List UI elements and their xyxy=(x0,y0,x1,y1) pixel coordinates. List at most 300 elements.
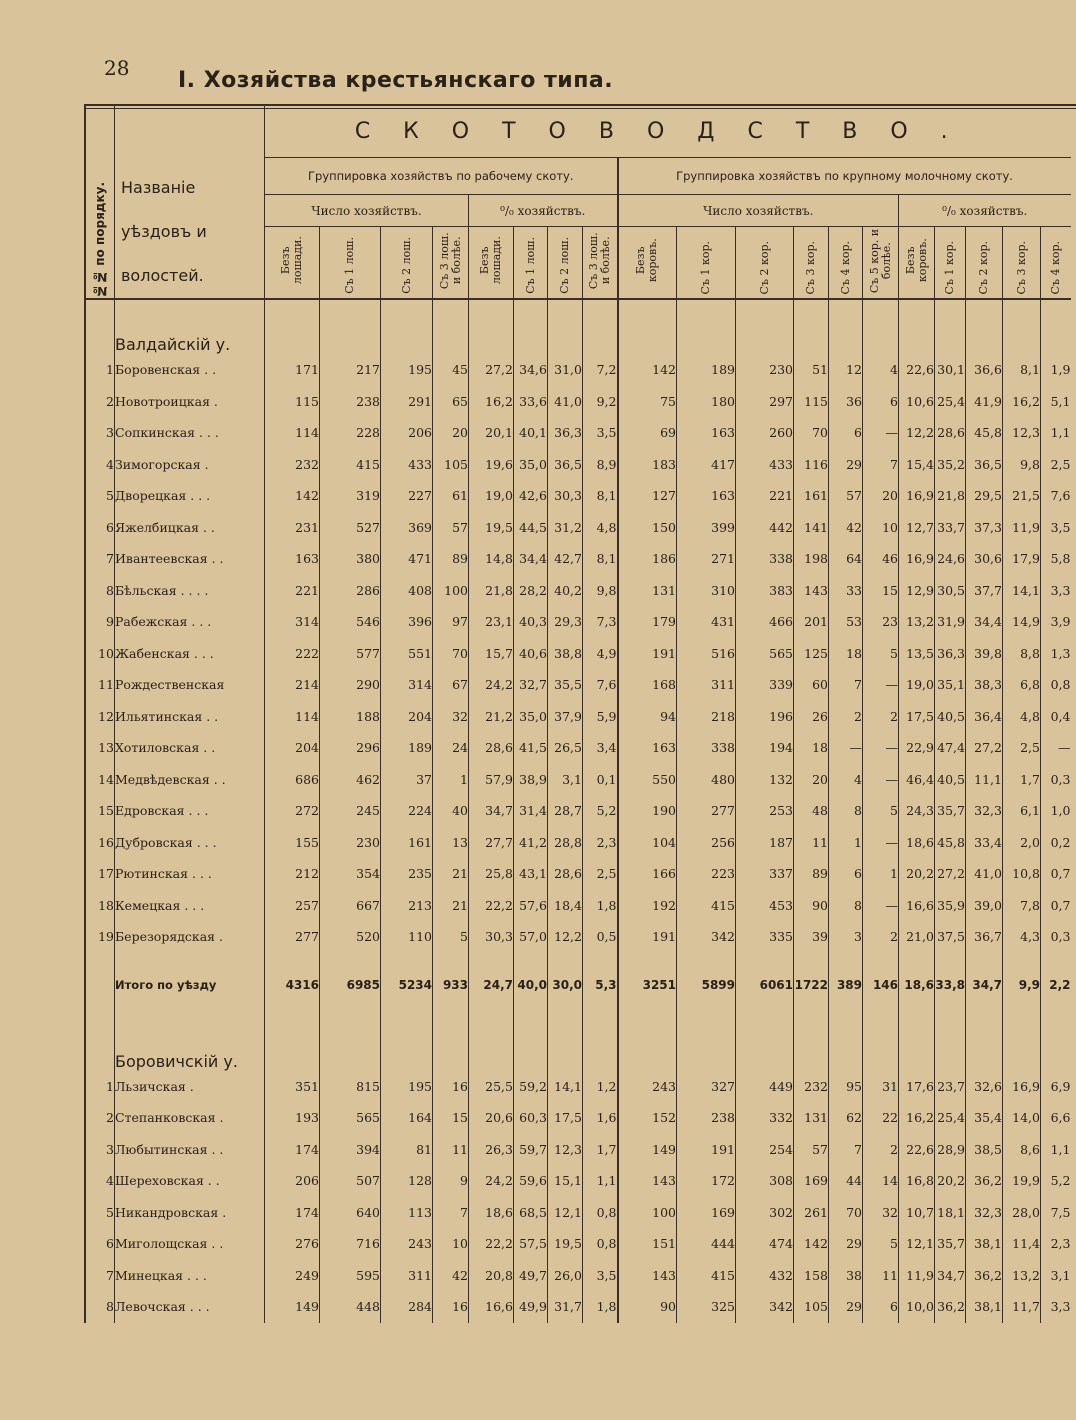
value-cell: 39,8 xyxy=(966,638,1003,670)
value-cell: 327 xyxy=(677,1071,736,1103)
value-cell: 2 xyxy=(863,1134,899,1166)
value-cell: 31,0 xyxy=(548,354,583,386)
value-cell: 7 xyxy=(433,1197,469,1229)
value-cell: 189 xyxy=(677,354,736,386)
value-cell: 15 xyxy=(433,1102,469,1134)
value-cell: 0,5 xyxy=(583,921,618,953)
value-cell: 3,5 xyxy=(583,1260,618,1292)
value-cell: 18,4 xyxy=(548,890,583,922)
value-cell: 3,1 xyxy=(1041,1260,1071,1292)
value-cell: 1,0 xyxy=(1041,795,1071,827)
value-cell: 28,6 xyxy=(469,732,514,764)
value-cell: 30,1 xyxy=(935,354,966,386)
value-cell: 187 xyxy=(736,827,794,859)
value-cell: 60,3 xyxy=(514,1102,548,1134)
value-cell: 1 xyxy=(829,827,863,859)
value-cell: 15,7 xyxy=(469,638,514,670)
volost-name: Никандровская . xyxy=(115,1197,265,1229)
value-cell: 222 xyxy=(265,638,320,670)
value-cell: 640 xyxy=(320,1197,381,1229)
volost-name: Яжелбицкая . . xyxy=(115,512,265,544)
row-number: 13 xyxy=(85,732,115,764)
value-cell: 53 xyxy=(829,606,863,638)
value-cell: 5 xyxy=(863,795,899,827)
value-cell: 8 xyxy=(829,795,863,827)
cow-count-col-header xyxy=(677,226,736,299)
section-title: Валдайскій у. xyxy=(115,299,265,354)
cow-pct-header: ⁰/₀ хозяйствъ. xyxy=(899,195,1071,226)
value-cell: 90 xyxy=(618,1291,677,1323)
value-cell: 227 xyxy=(381,480,433,512)
value-cell: 14,9 xyxy=(1003,606,1041,638)
value-cell: 31,7 xyxy=(548,1291,583,1323)
total-value-cell: 3251 xyxy=(618,953,677,1017)
value-cell: 311 xyxy=(381,1260,433,1292)
value-cell: 232 xyxy=(794,1071,829,1103)
value-cell: 191 xyxy=(618,638,677,670)
value-cell: 1,9 xyxy=(1041,354,1071,386)
value-cell: 70 xyxy=(794,417,829,449)
value-cell: 21,8 xyxy=(469,575,514,607)
value-cell: 20 xyxy=(433,417,469,449)
value-cell: 256 xyxy=(677,827,736,859)
value-cell: 213 xyxy=(381,890,433,922)
value-cell: 7,6 xyxy=(583,669,618,701)
value-cell: 59,2 xyxy=(514,1071,548,1103)
value-cell: 49,9 xyxy=(514,1291,548,1323)
value-cell: 41,0 xyxy=(548,386,583,418)
value-cell: 11,9 xyxy=(1003,512,1041,544)
value-cell: 114 xyxy=(265,417,320,449)
table-row xyxy=(85,669,1071,701)
value-cell: 27,7 xyxy=(469,827,514,859)
row-number: 7 xyxy=(85,1260,115,1292)
value-cell: 62 xyxy=(829,1102,863,1134)
volost-name: Сопкинская . . . xyxy=(115,417,265,449)
table-row xyxy=(85,575,1071,607)
value-cell: 57,6 xyxy=(514,890,548,922)
table-row xyxy=(85,1291,1071,1323)
row-number: 5 xyxy=(85,480,115,512)
value-cell: 380 xyxy=(320,543,381,575)
value-cell: 354 xyxy=(320,858,381,890)
value-cell: 36,7 xyxy=(966,921,1003,953)
value-cell: 116 xyxy=(794,449,829,481)
value-cell: 44,5 xyxy=(514,512,548,544)
value-cell: 2,5 xyxy=(1003,732,1041,764)
value-cell: 40,5 xyxy=(935,701,966,733)
table-row xyxy=(85,890,1071,922)
value-cell: 14,1 xyxy=(548,1071,583,1103)
value-cell: 43,1 xyxy=(514,858,548,890)
value-cell: 221 xyxy=(736,480,794,512)
table-row xyxy=(85,1197,1071,1229)
value-cell: 29,5 xyxy=(966,480,1003,512)
value-cell: 37,7 xyxy=(966,575,1003,607)
value-cell: 271 xyxy=(677,543,736,575)
value-cell: 6 xyxy=(863,1291,899,1323)
value-cell: 319 xyxy=(320,480,381,512)
value-cell: 1 xyxy=(433,764,469,796)
value-cell: 113 xyxy=(381,1197,433,1229)
empty-cell xyxy=(966,299,1003,354)
value-cell: 3,3 xyxy=(1041,575,1071,607)
value-cell: 143 xyxy=(794,575,829,607)
value-cell: 17,5 xyxy=(548,1102,583,1134)
value-cell: 1,1 xyxy=(1041,1134,1071,1166)
row-number: 10 xyxy=(85,638,115,670)
empty-cell xyxy=(863,1017,899,1071)
value-cell: 97 xyxy=(433,606,469,638)
value-cell: 565 xyxy=(736,638,794,670)
value-cell: 36,2 xyxy=(966,1165,1003,1197)
volost-name: Едровская . . . xyxy=(115,795,265,827)
empty-cell xyxy=(899,299,935,354)
value-cell: 23,1 xyxy=(469,606,514,638)
total-value-cell: 30,0 xyxy=(548,953,583,1017)
value-cell: 7 xyxy=(829,1134,863,1166)
value-cell: 21,8 xyxy=(935,480,966,512)
value-cell: 230 xyxy=(736,354,794,386)
empty-cell xyxy=(469,299,514,354)
value-cell: 7,5 xyxy=(1041,1197,1071,1229)
cow-count-col-header-label: Съ 5 кор. и болѣе. xyxy=(867,228,893,293)
value-cell: 3,5 xyxy=(583,417,618,449)
empty-cell xyxy=(899,1017,935,1071)
empty-cell xyxy=(1003,1017,1041,1071)
row-number: 2 xyxy=(85,386,115,418)
name-column-header xyxy=(115,106,265,299)
value-cell: 7,6 xyxy=(1041,480,1071,512)
value-cell: 38,1 xyxy=(966,1291,1003,1323)
value-cell: 0,7 xyxy=(1041,858,1071,890)
value-cell: 277 xyxy=(265,921,320,953)
value-cell: 188 xyxy=(320,701,381,733)
value-cell: 24,2 xyxy=(469,669,514,701)
table-row xyxy=(85,732,1071,764)
empty-cell xyxy=(863,299,899,354)
value-cell: 201 xyxy=(794,606,829,638)
value-cell: 308 xyxy=(736,1165,794,1197)
value-cell: 30,3 xyxy=(469,921,514,953)
value-cell: 18,6 xyxy=(469,1197,514,1229)
value-cell: 40,1 xyxy=(514,417,548,449)
value-cell: 169 xyxy=(794,1165,829,1197)
value-cell: 34,7 xyxy=(935,1260,966,1292)
cow-pct-col-header xyxy=(1003,226,1041,299)
value-cell: 149 xyxy=(618,1134,677,1166)
value-cell: 5 xyxy=(863,1228,899,1260)
value-cell: 0,2 xyxy=(1041,827,1071,859)
empty-cell xyxy=(265,299,320,354)
cow-count-col-header-label: Безъ коровъ. xyxy=(634,238,660,283)
value-cell: 224 xyxy=(381,795,433,827)
value-cell: 20 xyxy=(794,764,829,796)
value-cell: 480 xyxy=(677,764,736,796)
value-cell: 89 xyxy=(794,858,829,890)
value-cell: 29,3 xyxy=(548,606,583,638)
value-cell: 466 xyxy=(736,606,794,638)
value-cell: 7,8 xyxy=(1003,890,1041,922)
total-value-cell: 4316 xyxy=(265,953,320,1017)
value-cell: 8 xyxy=(829,890,863,922)
row-number: 18 xyxy=(85,890,115,922)
empty-cell xyxy=(794,299,829,354)
value-cell: 0,8 xyxy=(583,1228,618,1260)
value-cell: 37 xyxy=(381,764,433,796)
value-cell: 36,2 xyxy=(966,1260,1003,1292)
cow-pct-col-header xyxy=(935,226,966,299)
value-cell: 141 xyxy=(794,512,829,544)
value-cell: 20,8 xyxy=(469,1260,514,1292)
value-cell: 36,2 xyxy=(935,1291,966,1323)
value-cell: 28,8 xyxy=(548,827,583,859)
value-cell: 41,2 xyxy=(514,827,548,859)
value-cell: 276 xyxy=(265,1228,320,1260)
value-cell: 686 xyxy=(265,764,320,796)
value-cell: 35,7 xyxy=(935,1228,966,1260)
volost-name: Шереховская . . xyxy=(115,1165,265,1197)
value-cell: 17,6 xyxy=(899,1071,935,1103)
value-cell: 158 xyxy=(794,1260,829,1292)
empty-cell xyxy=(583,1017,618,1071)
value-cell: 161 xyxy=(381,827,433,859)
value-cell: 2,5 xyxy=(583,858,618,890)
value-cell: 8,9 xyxy=(583,449,618,481)
value-cell: 351 xyxy=(265,1071,320,1103)
value-cell: — xyxy=(863,669,899,701)
value-cell: 0,4 xyxy=(1041,701,1071,733)
total-value-cell: 5899 xyxy=(677,953,736,1017)
value-cell: 206 xyxy=(381,417,433,449)
value-cell: 31,4 xyxy=(514,795,548,827)
table-row xyxy=(85,1134,1071,1166)
value-cell: 0,3 xyxy=(1041,764,1071,796)
empty-cell xyxy=(935,1017,966,1071)
work-pct-col-header-label: Съ 3 лош. и болѣе. xyxy=(586,232,612,289)
table-row xyxy=(85,543,1071,575)
value-cell: 12,9 xyxy=(899,575,935,607)
cow-count-col-header-label: Съ 3 кор. xyxy=(804,240,817,294)
cow-count-header: Число хозяйствъ. xyxy=(618,195,899,226)
value-cell: 14,8 xyxy=(469,543,514,575)
volost-name: Хотиловская . . xyxy=(115,732,265,764)
value-cell: 448 xyxy=(320,1291,381,1323)
value-cell: 26,5 xyxy=(548,732,583,764)
group-cow-header: Группировка хозяйствъ по крупному молочному скоту. xyxy=(618,157,1071,195)
value-cell: 100 xyxy=(618,1197,677,1229)
value-cell: 28,7 xyxy=(548,795,583,827)
value-cell: 13,2 xyxy=(1003,1260,1041,1292)
value-cell: 20,6 xyxy=(469,1102,514,1134)
name-column-label: Названіе уѣздовъ и волостей. xyxy=(121,178,207,285)
value-cell: 16 xyxy=(433,1291,469,1323)
value-cell: 131 xyxy=(618,575,677,607)
value-cell: 45 xyxy=(433,354,469,386)
value-cell: 163 xyxy=(677,480,736,512)
value-cell: 507 xyxy=(320,1165,381,1197)
value-cell: 35,0 xyxy=(514,701,548,733)
value-cell: 70 xyxy=(433,638,469,670)
row-number: 1 xyxy=(85,1071,115,1103)
value-cell: 27,2 xyxy=(966,732,1003,764)
value-cell: 81 xyxy=(381,1134,433,1166)
value-cell: 272 xyxy=(265,795,320,827)
value-cell: 34,4 xyxy=(514,543,548,575)
value-cell: 6,9 xyxy=(1041,1071,1071,1103)
value-cell: 31,2 xyxy=(548,512,583,544)
value-cell: 520 xyxy=(320,921,381,953)
value-cell: 21,0 xyxy=(899,921,935,953)
value-cell: 342 xyxy=(677,921,736,953)
value-cell: 30,6 xyxy=(966,543,1003,575)
value-cell: 369 xyxy=(381,512,433,544)
total-value-cell: 24,7 xyxy=(469,953,514,1017)
value-cell: 28,9 xyxy=(935,1134,966,1166)
empty-cell xyxy=(829,1017,863,1071)
value-cell: 5 xyxy=(433,921,469,953)
value-cell: 3 xyxy=(829,921,863,953)
value-cell: 12,3 xyxy=(548,1134,583,1166)
value-cell: 433 xyxy=(381,449,433,481)
value-cell: 19,5 xyxy=(469,512,514,544)
table-row xyxy=(85,1228,1071,1260)
table-row xyxy=(85,827,1071,859)
value-cell: 14,0 xyxy=(1003,1102,1041,1134)
value-cell: 7 xyxy=(829,669,863,701)
empty-cell xyxy=(1041,299,1071,354)
value-cell: 462 xyxy=(320,764,381,796)
value-cell: 27,2 xyxy=(935,858,966,890)
value-cell: 1,2 xyxy=(583,1071,618,1103)
value-cell: 168 xyxy=(618,669,677,701)
total-value-cell: 18,6 xyxy=(899,953,935,1017)
work-count-col-header xyxy=(381,226,433,299)
empty-cell xyxy=(1003,299,1041,354)
row-number: 15 xyxy=(85,795,115,827)
value-cell: 253 xyxy=(736,795,794,827)
value-cell: 198 xyxy=(794,543,829,575)
value-cell: 16 xyxy=(433,1071,469,1103)
value-cell: 13,5 xyxy=(899,638,935,670)
value-cell: 20,1 xyxy=(469,417,514,449)
value-cell: 19,0 xyxy=(469,480,514,512)
value-cell: 16,2 xyxy=(899,1102,935,1134)
value-cell: 1,8 xyxy=(583,890,618,922)
value-cell: 46 xyxy=(863,543,899,575)
value-cell: 2 xyxy=(863,921,899,953)
value-cell: 471 xyxy=(381,543,433,575)
value-cell: 19,5 xyxy=(548,1228,583,1260)
value-cell: 16,6 xyxy=(899,890,935,922)
table-row xyxy=(85,386,1071,418)
value-cell: 68,5 xyxy=(514,1197,548,1229)
value-cell: 41,5 xyxy=(514,732,548,764)
value-cell: 20,2 xyxy=(935,1165,966,1197)
value-cell: 33,7 xyxy=(935,512,966,544)
value-cell: 27,2 xyxy=(469,354,514,386)
work-count-col-header-label: Съ 3 лош. и болѣе. xyxy=(437,232,463,289)
value-cell: 2 xyxy=(863,701,899,733)
value-cell: 57 xyxy=(794,1134,829,1166)
value-cell: 2,5 xyxy=(1041,449,1071,481)
value-cell: 551 xyxy=(381,638,433,670)
value-cell: 32 xyxy=(433,701,469,733)
value-cell: — xyxy=(1041,732,1071,764)
value-cell: 0,1 xyxy=(583,764,618,796)
section-title: Боровичскій у. xyxy=(115,1017,265,1071)
cow-count-col-header xyxy=(863,226,899,299)
value-cell: 565 xyxy=(320,1102,381,1134)
value-cell: 284 xyxy=(381,1291,433,1323)
row-number: 5 xyxy=(85,1197,115,1229)
value-cell: 449 xyxy=(736,1071,794,1103)
value-cell: 16,8 xyxy=(899,1165,935,1197)
value-cell: 150 xyxy=(618,512,677,544)
value-cell: 257 xyxy=(265,890,320,922)
volost-name: Новотроицкая . xyxy=(115,386,265,418)
page-number: 28 xyxy=(104,56,130,80)
value-cell: 204 xyxy=(265,732,320,764)
volost-name: Рютинская . . . xyxy=(115,858,265,890)
value-cell: 527 xyxy=(320,512,381,544)
value-cell: 214 xyxy=(265,669,320,701)
value-cell: 415 xyxy=(320,449,381,481)
total-value-cell: 9,9 xyxy=(1003,953,1041,1017)
value-cell: 11 xyxy=(863,1260,899,1292)
total-value-cell: 146 xyxy=(863,953,899,1017)
value-cell: 29 xyxy=(829,449,863,481)
value-cell: 6,6 xyxy=(1041,1102,1071,1134)
value-cell: 128 xyxy=(381,1165,433,1197)
empty-cell xyxy=(514,299,548,354)
value-cell: 249 xyxy=(265,1260,320,1292)
value-cell: 18 xyxy=(794,732,829,764)
value-cell: 21 xyxy=(433,890,469,922)
value-cell: 29 xyxy=(829,1228,863,1260)
value-cell: 59,7 xyxy=(514,1134,548,1166)
row-number: 1 xyxy=(85,354,115,386)
value-cell: 277 xyxy=(677,795,736,827)
value-cell: 132 xyxy=(736,764,794,796)
value-cell: 38,3 xyxy=(966,669,1003,701)
value-cell: 9,2 xyxy=(583,386,618,418)
total-value-cell: 33,8 xyxy=(935,953,966,1017)
value-cell: 41,0 xyxy=(966,858,1003,890)
value-cell: 290 xyxy=(320,669,381,701)
work-count-col-header-label: Безъ лошади. xyxy=(279,236,304,285)
value-cell: 16,2 xyxy=(1003,386,1041,418)
section-header-row xyxy=(85,1017,1071,1071)
value-cell: 5,1 xyxy=(1041,386,1071,418)
value-cell: 9 xyxy=(433,1165,469,1197)
value-cell: 433 xyxy=(736,449,794,481)
value-cell: 25,8 xyxy=(469,858,514,890)
value-cell: 152 xyxy=(618,1102,677,1134)
value-cell: 9,8 xyxy=(583,575,618,607)
value-cell: 32,3 xyxy=(966,1197,1003,1229)
empty-cell xyxy=(320,299,381,354)
value-cell: 338 xyxy=(677,732,736,764)
row-number: 11 xyxy=(85,669,115,701)
value-cell: 408 xyxy=(381,575,433,607)
volost-name: Рабежская . . . xyxy=(115,606,265,638)
value-cell: 40,2 xyxy=(548,575,583,607)
total-num-cell xyxy=(85,953,115,1017)
value-cell: 25,4 xyxy=(935,386,966,418)
value-cell: 325 xyxy=(677,1291,736,1323)
row-number: 9 xyxy=(85,606,115,638)
